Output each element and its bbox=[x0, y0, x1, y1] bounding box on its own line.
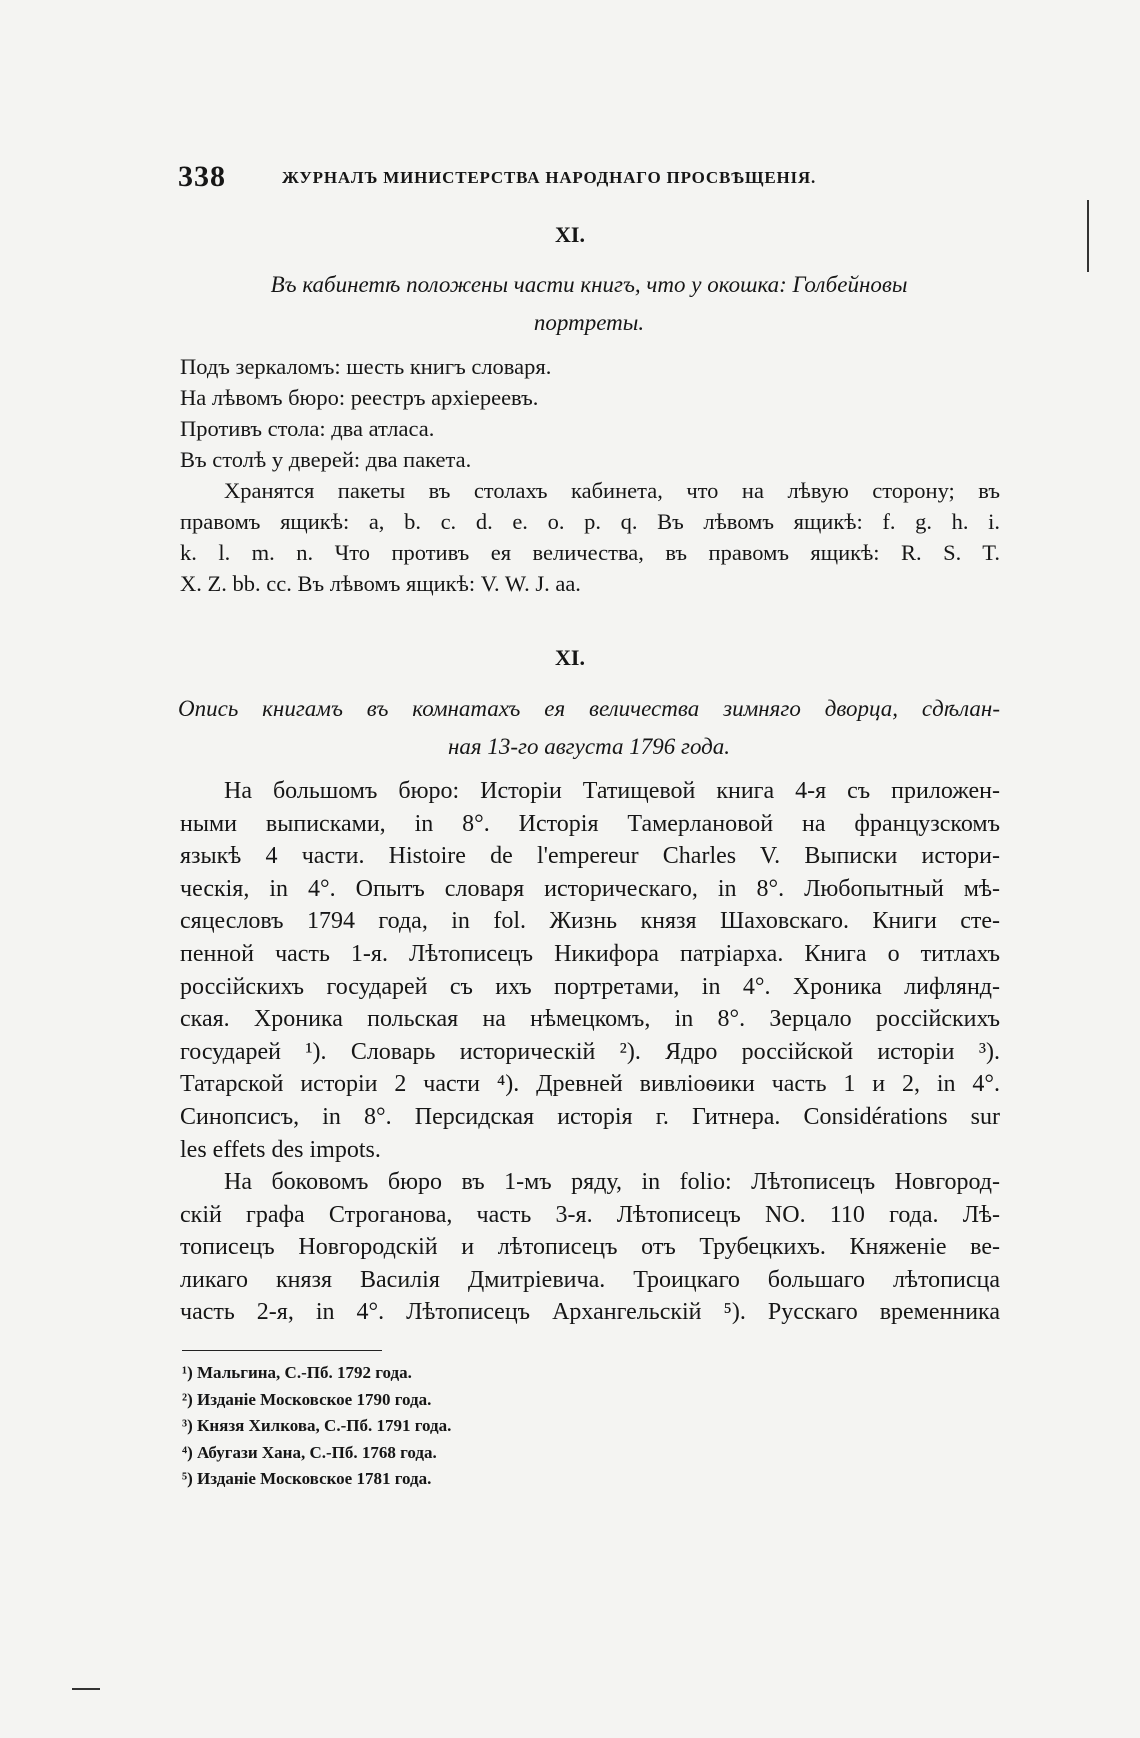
text-line: Татарской исторіи 2 части ⁴). Древней вивліоѳики часть 1 и 2, in 4°. bbox=[180, 1071, 1000, 1098]
section-1-numeral: XI. bbox=[555, 222, 585, 247]
section-2-title bbox=[178, 690, 1000, 766]
section-2-paragraph-2 bbox=[180, 1166, 1000, 1329]
text-line: сяцесловъ 1794 года, in fol. Жизнь князя Шаховскаго. Книги сте- bbox=[180, 908, 1000, 935]
section-1-body bbox=[180, 351, 1000, 599]
section-1-title-line: портреты. bbox=[533, 310, 645, 335]
footnote: ⁵) Изданіе Московское 1781 года. bbox=[182, 1469, 432, 1488]
text-line: часть 2-я, in 4°. Лѣтописецъ Архангельскій ⁵). Русскаго временника bbox=[180, 1299, 1000, 1326]
footnote: ⁴) Абугази Хана, С.-Пб. 1768 года. bbox=[182, 1442, 437, 1462]
text-line: X. Z. bb. cc. Въ лѣвомъ ящикѣ: V. W. J. aa. bbox=[180, 571, 581, 596]
page-header bbox=[178, 160, 998, 200]
text-line: les effets des impots. bbox=[180, 1136, 381, 1163]
section-2-title-line: Опись книгамъ въ комнатахъ ея величества зимняго дворца, сдѣлан- bbox=[178, 696, 1000, 721]
footnote: ³) Князя Хилкова, С.-Пб. 1791 года. bbox=[182, 1416, 452, 1435]
text-line: Подъ зеркаломъ: шесть книгъ словаря. bbox=[180, 354, 552, 379]
page-number: 338 bbox=[178, 160, 226, 193]
running-title: ЖУРНАЛЪ МИНИСТЕРСТВА НАРОДНАГО ПРОСВѢЩЕНІЯ. bbox=[282, 168, 817, 187]
section-2-paragraph-1 bbox=[180, 775, 1000, 1166]
footnote-divider bbox=[182, 1350, 382, 1351]
text-line: ская. Хроника польская на нѣмецкомъ, in 8°. Зерцало россійскихъ bbox=[180, 1006, 1000, 1033]
footnote: ¹) Мальгина, С.-Пб. 1792 года. bbox=[182, 1363, 412, 1382]
margin-mark bbox=[72, 1688, 100, 1690]
text-line: ными выписками, in 8°. Исторія Тамерлановой на французскомъ bbox=[180, 810, 1000, 837]
footnotes bbox=[182, 1360, 451, 1493]
text-line: На лѣвомъ бюро: реестръ архіереевъ. bbox=[180, 385, 539, 410]
text-line: Синопсисъ, in 8°. Персидская исторія г. Гитнера. Considérations sur bbox=[180, 1103, 1000, 1130]
text-line: ческія, in 4°. Опытъ словаря историческаго, in 8°. Любопытный мѣ- bbox=[180, 875, 1000, 902]
text-line: государей ¹). Словарь историческій ²). Ядро россійской исторіи ³). bbox=[180, 1038, 1000, 1065]
footnote: ²) Изданіе Московское 1790 года. bbox=[182, 1389, 432, 1409]
text-line: k. l. m. n. Что противъ ея величества, въ правомъ ящикѣ: R. S. T. bbox=[180, 540, 1000, 565]
text-line: ликаго князя Василія Дмитріевича. Троицкаго большаго лѣтописца bbox=[180, 1266, 1000, 1293]
section-1-title-line: Въ кабинетѣ положены части книгъ, что у окошка: Голбейновы bbox=[270, 272, 908, 297]
section-2-numeral: XI. bbox=[555, 645, 585, 670]
text-line: правомъ ящикѣ: a, b. c. d. e. o. p. q. Въ лѣвомъ ящикѣ: f. g. h. i. bbox=[180, 509, 1000, 534]
text-line: Противъ стола: два атласа. bbox=[180, 416, 435, 441]
section-1-title bbox=[178, 266, 1000, 342]
text-line: пенной часть 1-я. Лѣтописецъ Никифора патріарха. Книга о титлахъ bbox=[180, 940, 1000, 967]
text-line: На боковомъ бюро въ 1-мъ ряду, in folio: Лѣтописецъ Новгород- bbox=[224, 1169, 1000, 1195]
text-line: Хранятся пакеты въ столахъ кабинета, что на лѣвую сторону; въ bbox=[224, 478, 1000, 503]
text-line: скій графа Строганова, часть 3-я. Лѣтописецъ NO. 110 года. Лѣ- bbox=[180, 1201, 1000, 1228]
section-2-title-line: ная 13-го августа 1796 года. bbox=[447, 734, 731, 759]
text-line: языкѣ 4 части. Histoire de l'empereur Charles V. Выписки истори- bbox=[180, 843, 1000, 870]
text-line: россійскихъ государей съ ихъ портретами, in 4°. Хроника лифлянд- bbox=[180, 973, 1000, 1000]
text-line: тописецъ Новгородскій и лѣтописецъ отъ Трубецкихъ. Княженіе ве- bbox=[180, 1234, 1000, 1261]
text-line: На большомъ бюро: Исторіи Татищевой книга 4-я съ приложен- bbox=[224, 778, 1000, 804]
text-line: Въ столѣ у дверей: два пакета. bbox=[180, 447, 472, 472]
